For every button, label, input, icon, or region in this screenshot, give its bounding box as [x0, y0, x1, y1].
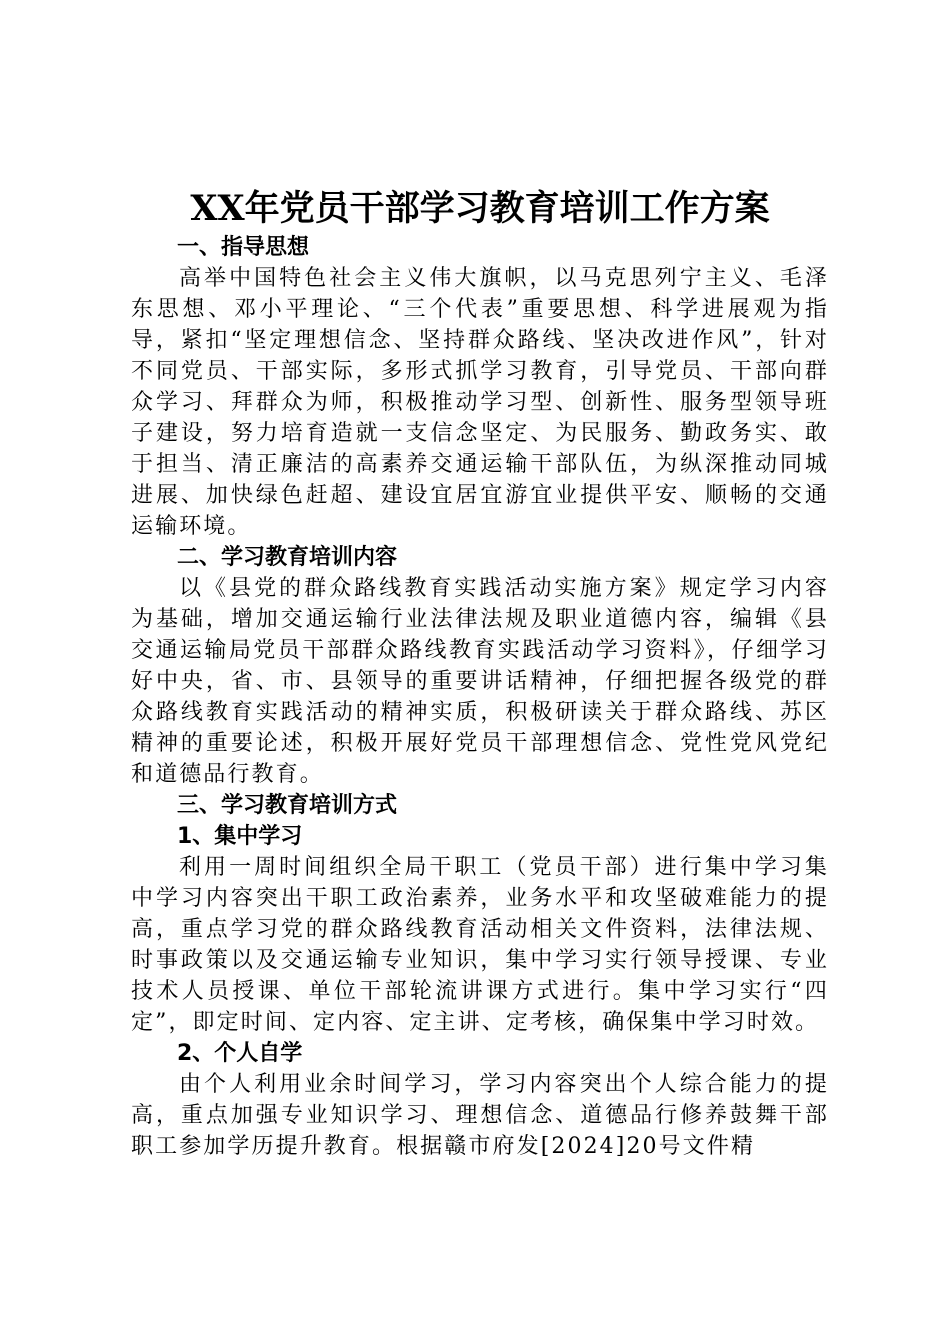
subheading-centralized-study: 1、集中学习	[177, 824, 303, 849]
paragraph-training-content: 以《县党的群众路线教育实践活动实施方案》规定学习内容为基础，增加交通运输行业法律法规及职业道德内容，编辑《县交通运输局党员干部群众路线教育实践活动学习资料》，仔细学习好中央，省、市、县领导的重要讲话精神，仔细把握各级党的群众路线教育实践活动的精神实质，积极研读关于群众路线、苏区精神的重要论述，积极开展好党员干部理想信念、党性党风党纪和道德品行教育。	[131, 576, 829, 787]
section-heading-training-methods: 三、学习教育培训方式	[177, 793, 398, 818]
section-heading-guiding-ideology: 一、指导思想	[177, 235, 310, 260]
document-page	[131, 186, 829, 1162]
subheading-self-study: 2、个人自学	[177, 1041, 303, 1066]
paragraph-self-study: 由个人利用业余时间学习，学习内容突出个人综合能力的提高，重点加强专业知识学习、理想信念、道德品行修养鼓舞干部职工参加学历提升教育。根据赣市府发[2024]20号文件精	[131, 1072, 829, 1159]
document-title: XX年党员干部学习教育培训工作方案	[190, 188, 770, 229]
paragraph-centralized-study: 利用一周时间组织全局干职工（党员干部）进行集中学习集中学习内容突出干职工政治素养，业务水平和攻坚破难能力的提高，重点学习党的群众路线教育活动相关文件资料，法律法规、时事政策以及交通运输专业知识，集中学习实行领导授课、专业技术人员授课、单位干部轮流讲课方式进行。集中学习实行“四定”，即定时间、定内容、定主讲、定考核，确保集中学习时效。	[131, 855, 829, 1035]
paragraph-guiding-ideology: 高举中国特色社会主义伟大旗帜，以马克思列宁主义、毛泽东思想、邓小平理论、“三个代表”重要思想、科学进展观为指导，紧扣“坚定理想信念、坚持群众路线、坚决改进作风”，针对不同党员、干部实际，多形式抓学习教育，引导党员、干部向群众学习、拜群众为师，积极推动学习型、创新性、服务型领导班子建设，努力培育造就一支信念坚定、为民服务、勤政务实、敢于担当、清正廉洁的高素养交通运输干部队伍，为纵深推动同城进展、加快绿色赶超、建设宜居宜游宜业提供平安、顺畅的交通运输环境。	[131, 266, 829, 539]
section-heading-training-content: 二、学习教育培训内容	[177, 545, 398, 570]
